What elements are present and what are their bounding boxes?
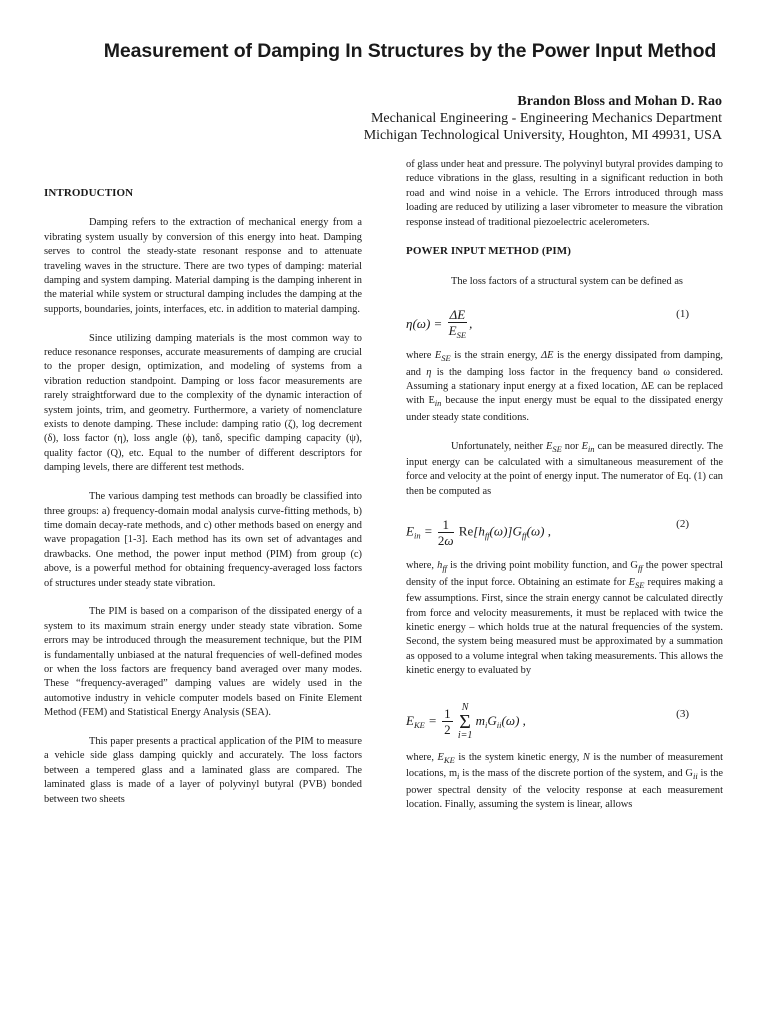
equation-3 — [406, 693, 723, 741]
equation-3-expression: $E_{KE}$ = $\frac{1}{2}$ N Σ i=1 $m_iG_{ii}(\omega)$ , — [406, 701, 526, 741]
intro-paragraph-3: The various damping test methods can broadly be classified into three groups: a) frequency-domain modal analysis curve-fitting methods, b) time domain decay-rate methods, and c) other methods based on energy and wave propagation [1-3]. Each method has its own set of advantages and drawbacks. One method, the power input method (PIM) from group (c) above, is a powerful method for obtaining frequency-averaged loss factors of structures under steady state vibration. — [44, 491, 362, 589]
right-column — [406, 158, 723, 827]
equation-2 — [406, 505, 723, 549]
section-heading-introduction: INTRODUCTION — [44, 187, 134, 199]
equation-2-expression: $E_{in}$ = $\frac{1}{2\omega}$ $Re[h_{ff}(\omega)]G_{ff}(\omega)$ , — [406, 517, 551, 549]
equation-1-expression: η(ω) = $\frac{\Delta E}{E_{SE}}$ , — [406, 307, 473, 341]
section-heading-pim: POWER INPUT METHOD (PIM) — [406, 245, 572, 258]
pim-paragraph-4: where, $h_{ff}$ is the driving point mobility function, and $G_{ff}$ the power spectral density of the input force. Obtaining an estimate for $E_{SE}$ requires making a few assumptions. First, since the strain energy cannot be calculated directly from force and velocity measurements, it must be replaced with twice the kinetic energy – which holds true at the natural frequencies of the system. Second, the system being measured must be approximated by a summation as opposed to a volume integral when taking measurements. This allows the kinetic energy to evaluated by — [406, 560, 723, 677]
intro-paragraph-2: Since utilizing damping materials is the most common way to reduce resonance responses, accurate measurements of damping are crucial to the proper design, optimization, and modeling of systems from a vibration reduction standpoint. Damping or loss facor measurements are rarely straightforward due to the complexity of the dynamic interaction of system joints, trim, and geometry. Furthermore, a variety of nomenclature exists to denote damping. These include: damping ratio (ζ), log decrement (δ), loss factor (η), loss angle (ϕ), tanδ, specific damping capacity (ψ), quality factor (Q), etc. Equal to the number of different descriptors for damping levels, there are different test methods. — [44, 332, 362, 474]
affiliation-department: Mechanical Engineering - Engineering Mechanics Department — [370, 111, 722, 126]
affiliation-university: Michigan Technological University, Houghton, MI 49931, USA — [363, 128, 722, 143]
intro-paragraph-continued: of glass under heat and pressure. The polyvinyl butyral provides damping to reduce vibrations in the glass, resulting in a significant reduction in both road and wind noise in a vehicle. The Errors introduced through mass loading are reduced by utilizing a laser vibrometer to measure the vibration response instead of traditional piezoelectric acelerometers. — [406, 159, 723, 228]
pim-paragraph-1: The loss factors of a structural system can be defined as — [451, 275, 683, 287]
equation-3-number: (3) — [676, 707, 689, 720]
left-column — [44, 186, 362, 821]
equation-2-number: (2) — [676, 518, 689, 531]
equation-1 — [406, 295, 723, 339]
intro-paragraph-5: This paper presents a practical application of the PIM to measure a vehicle side glass damping quickly and accurately. The loss factors between a tempered glass and a laminated glass are compared. The laminated glass is made of a layer of polyvinyl butyral (PVB) bonded between two sheets — [44, 735, 362, 805]
intro-paragraph-1: Damping refers to the extraction of mechanical energy from a vibrating system usually by conversion of this energy into heat. Damping serves to control the steady-state resonant response and to attenuate traveling waves in the structure. There are two types of damping: material damping and system damping. Material damping is the damping inherent in the material while system or structural damping includes the damping at the supports, boundaries, joints, interfaces, etc. in addition to material damping. — [44, 217, 362, 315]
pim-paragraph-3: Unfortunately, neither $E_{SE}$ nor $E_{in}$ can be measured directly. The input energy can be calculated with a simultaneous measurement of the force and velocity at the point of energy input. The numerator of Eq. (1) can then be computed as — [406, 440, 723, 497]
intro-paragraph-4: The PIM is based on a comparison of the dissipated energy of a system to its maximum strain energy under steady state vibration. Some errors may be introduced through the measurement technique, but the PIM is fundamentally unbiased at the natural frequencies of well-defined modes or when the loss factors are frequency band averaged over many modes. These “frequency-averaged” damping values are widely used in the automotive industry in vehicle computer models based on Finite Element Method (FEM) and Statistical Energy Analysis (SEA). — [44, 606, 362, 719]
pim-paragraph-5: where, $E_{KE}$ is the system kinetic energy, N is the number of measurement locations, $m_i$ is the mass of the discrete portion of the system, and $G_{ii}$ is the power spectral density of the velocity response at each measurement location. Finally, assuming the system is linear, allows — [406, 751, 723, 811]
paper-title: Measurement of Damping In Structures by the Power Input Method — [103, 40, 717, 62]
paper-affiliation — [364, 110, 722, 144]
pim-paragraph-2: where $E_{SE}$ is the strain energy, ΔE is the energy dissipated from damping, and η is the damping loss factor in the frequency band ω considered. Assuming a stationary input energy at a fixed location, ΔE can be replaced with $E_{in}$ because the input energy must be equal to the dissipated energy under steady state conditions. — [406, 350, 724, 423]
paper-authors: Brandon Bloss and Mohan D. Rao — [517, 94, 722, 109]
equation-1-number: (1) — [676, 308, 689, 321]
